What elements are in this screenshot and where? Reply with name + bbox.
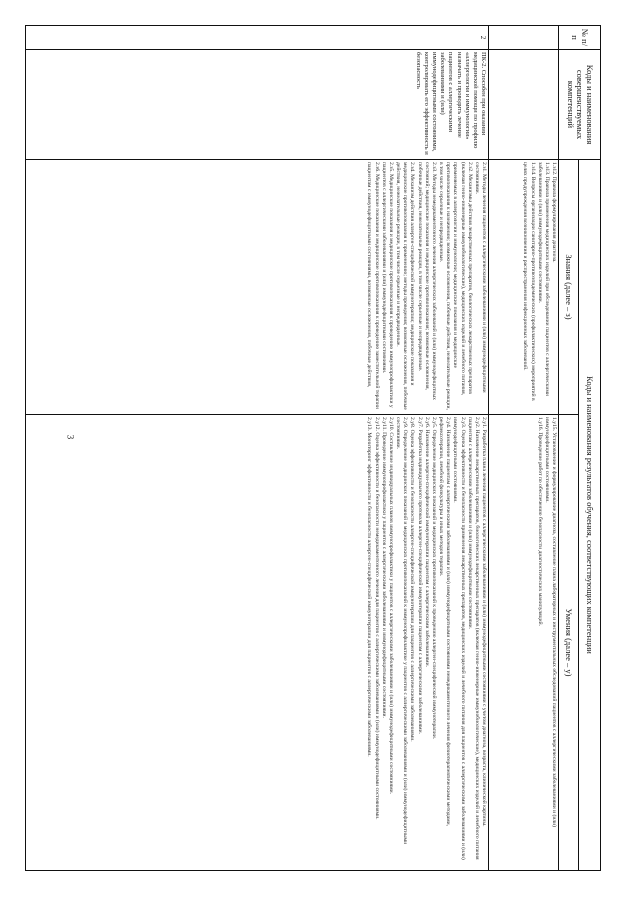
knowledge-item: 1.з14. Вопросы организации санитарно-противоэпидемических (профилактических) мероприятий в целях предупреждения возникновения и распространения инфекционных заболеваний.	[522, 162, 536, 401]
table-row-continued	[489, 26, 559, 871]
knowledge-item: 1.з12. Правила формулирования диагноза.	[551, 162, 557, 263]
skill-item: 1.у16. Проведение работ по обеспечению безопасности диагностических манипуляций.	[536, 417, 543, 627]
header-competency-code: Коды и наименования совершенствуемых компетенций	[559, 50, 601, 160]
knowledge-item: 2.з3. Методы немедикаментозного лечения аллергических заболеваний и (или) иммунодефицитных состояний; медицинские показания и медицинские противопоказания; возможные осложнения, побочные действия, нежелательные реакции, в том числе серьезные и непредвиденные.	[416, 162, 437, 400]
row-continued-num	[489, 26, 559, 50]
rotated-table-canvas	[25, 25, 601, 870]
skill-item: 2.у1. Разработка плана лечения пациентов с аллергическими заболеваниями и (или) иммунодефицитными состояниями с учетом диагноза, возраста, клинической картины.	[481, 417, 487, 827]
row-2-competency: ПК-2. Способен при оказании медицинской помощи по профилю «аллергология и иммунология» назначать и проводить лечение пациентов с аллергическими заболеваниями и (или) иммунодефицитными состояниями, контролировать его эффективность и безопасность	[26, 50, 489, 160]
skill-item: 2.у12. Оценка эффективности и безопасности немедикаментозного лечения для пациентов с аллергическими заболеваниями и (или) иммунодефицитными состояниями.	[373, 417, 380, 820]
skill-item: 2.у7. Разработка индивидуального протокола аллерген-специфической иммунотерапии пациентам с аллергическими заболеваниями.	[416, 417, 423, 734]
skill-item: 2.у3. Оценка эффективности и безопасности применения лекарственных препаратов, медицинских изделий и лечебного питания для пациентов с аллергическими заболеваниями и (или) иммунодефицитными состояниями.	[452, 417, 466, 860]
competency-table	[25, 25, 601, 871]
skill-item: 2.у10. Составление индивидуальных планов иммунопрофилактики у пациентов с аллергическими заболеваниями и (или) иммунодефицитными состояниями.	[387, 417, 394, 795]
skill-item: 2.у2. Назначение лекарственных препаратов, биологических лекарственных препаратов (включая генно-инженерные иммунобиологические), медицинских изделий и лечебного питания пациентам с аллергическими заболеваниями и (или) иммунодефицитными состояниями.	[466, 417, 480, 860]
row-2-num: 2	[26, 26, 489, 50]
skill-item: 2.у6. Назначение аллерген-специфической иммунотерапии пациентам с аллергическими заболеваниями.	[423, 417, 430, 667]
row-2-knowledge	[26, 160, 489, 415]
row-2-skills	[26, 415, 489, 871]
knowledge-item: 2.з6. Медицинские показания и медицинские противопоказания к проведению заместительной терапии пациентам с иммунодефицитными состояниями, возможные осложнения, побочные действия,	[366, 162, 380, 409]
skill-item: 1.у15. Установление и формулирование диагноза, составление плана лабораторных и инструментальных обследований пациентов с аллергическими заболеваниями и (или) иммунодефицитными состояниями.	[543, 417, 557, 827]
header-num: № п/п	[559, 26, 601, 50]
row-continued-knowledge	[489, 160, 559, 415]
row-continued-skills	[489, 415, 559, 871]
header-knowledge: Знания (далее – з)	[559, 160, 579, 415]
header-results-group: Коды и наименования результатов обучения, соответствующих компетенции	[579, 160, 601, 871]
page-number: 3	[65, 434, 76, 440]
header-skills: Умения (далее – у)	[559, 415, 579, 871]
skill-item: 2.у13. Мониторинг эффективности и безопасности аллерген-специфической иммунотерапии для пациентов с аллергическими заболеваниями.	[366, 417, 373, 757]
knowledge-item: 2.з2. Механизмы действия лекарственных препаратов, биологических лекарственных препаратов (включая генно-инженерные иммунобиологические), медицинских изделий и лечебного питания, применяемых в аллергологии и иммунологии; медицинские показания и медицинские противопоказания к назначению; возможные осложнения, побочные действия, нежелательные реакции, в том числе серьезные и непредвиденные.	[438, 162, 473, 410]
skill-item: 2.у5. Определение медицинских показаний и медицинских противопоказаний к проведению аллерген-специфической иммунотерапии.	[430, 417, 437, 740]
knowledge-item: 2.з1. Методы лечения пациентов с аллергическими заболеваниями и (или) иммунодефицитными состояниями.	[473, 162, 487, 393]
knowledge-item: 2.з5. Медицинские показания и медицинские противопоказания к проведению иммунопрофилактики у пациентов с аллергическими заболеваниями и (или) иммунодефицитными состояниями.	[380, 162, 394, 408]
skill-item: 2.у11. Проведение иммунопрофилактики у пациентов с аллергическими заболеваниями и иммунодефицитными состояниями.	[380, 417, 387, 718]
row-continued-code	[489, 50, 559, 160]
table-row-2	[26, 26, 489, 871]
knowledge-item: 1.з13. Правила применения медицинских изделий при обследовании пациентов с аллергическими заболеваниями и (или) иммунодефицитными состояниями.	[536, 162, 550, 396]
skill-item: 2.у4. Назначение пациентам с аллергическими заболеваниями и (или) иммунодефицитными состояниями немедикаментозного лечения физиотерапевтическими методами, рефлексотерапии, лечебной физкультуры и иных методов терапии.	[438, 417, 452, 827]
skill-item: 2.у9. Определение медицинских показаний и медицинских противопоказаний к иммунопрофилактике у пациентов с аллергическими заболеваниями и (или) иммунодефицитными состояниями.	[395, 417, 409, 845]
skill-item: 2.у8. Оценка эффективности и безопасности аллерген-специфической иммунотерапии для пациентов с аллергическими заболеваниями.	[409, 417, 416, 742]
knowledge-item: 2.з4. Механизм действия аллерген-специфической иммунотерапии; медицинские показания и медицинские противопоказания к применению; методы проведения; возможные осложнения, побочные действия, нежелательные реакции, в том числе серьезные и непредвиденные.	[395, 162, 416, 410]
